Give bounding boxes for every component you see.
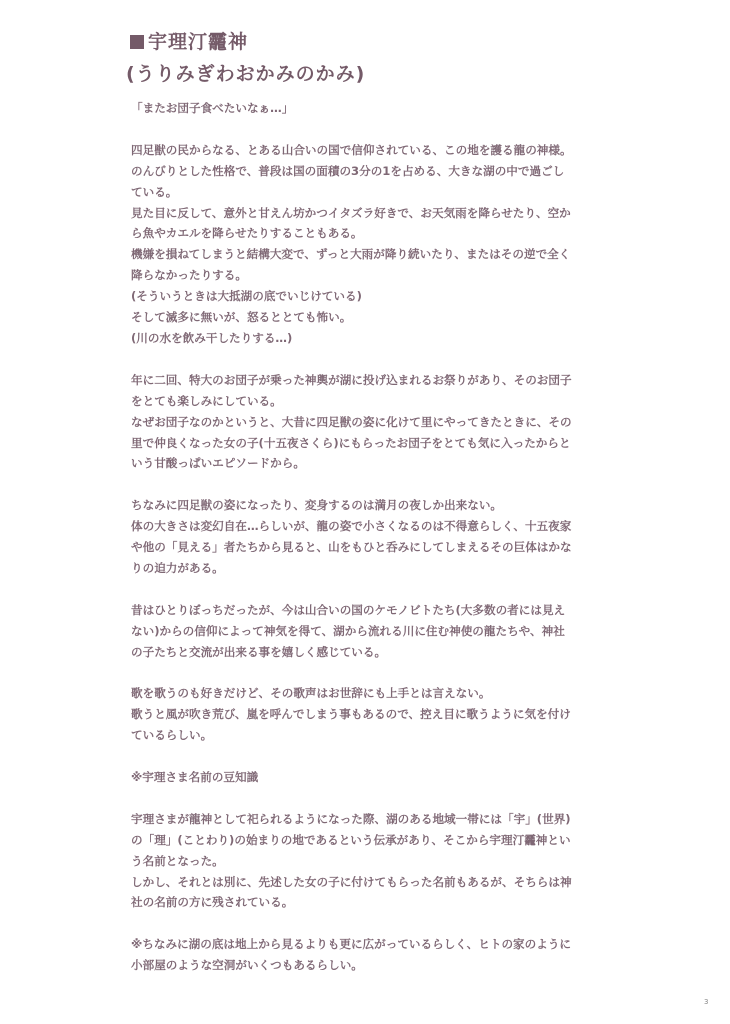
text-line: 小部屋のような空洞がいくつもあるらしい。 [131,958,363,973]
text-line: 歌を歌うのも好きだけど、その歌声はお世辞にも上手とは言えない。 [131,686,491,701]
text-line [131,119,631,140]
page-number: 3 [704,998,709,1006]
text-line: ない)からの信仰によって神気を得て、湖から流れる川に住む神使の龍たちや、神社 [131,623,565,638]
square-bullet-icon [130,35,144,49]
text-line: 昔はひとりぼっちだったが、今は山合いの国のケモノビトたち(大多数の者には見え [131,602,566,617]
text-line: (川の水を飲み干したりする…) [131,330,293,345]
text-line: 歌うと風が吹き荒び、嵐を呼んでしまう事もあるので、控え目に歌うように気を付け [131,707,571,722]
text-line: 見た目に反して、意外と甘えん坊かつイタズラ好きで、お天気雨を降らせたり、空か [131,205,571,220]
text-line: や他の「見える」者たちから見ると、山をもひと呑みにしてしまえるその巨体はかな [131,540,572,555]
text-line: りの迫力がある。 [131,560,224,575]
text-line: ※宇理さま名前の豆知識 [131,770,259,784]
text-line: ら魚やカエルを降らせたりすることもある。 [131,226,363,241]
text-line: のんびりとした性格で、普段は国の面積の3分の1を占める、大きな湖の中で過ごし [131,163,565,178]
text-line [131,746,631,767]
section-heading [130,28,248,56]
heading-reading: (うりみぎわおかみのかみ) [126,63,366,85]
text-line: 宇理さまが龍神として祀られるようになった際、湖のある地域一帯には「宇」(世界) [131,811,571,826]
text-line [131,349,631,370]
text-line: ※ちなみに湖の底は地上から見るよりも更に広がっているらしく、ヒトの家のように [131,937,572,952]
text-line: 四足獣の民からなる、とある山合いの国で信仰されている、この地を護る龍の神様。 [131,142,572,157]
text-line: の子たちと交流が出来る事を嬉しく感じている。 [131,644,387,659]
text-line: をとても楽しみにしている。 [131,393,282,408]
text-line [131,474,631,495]
text-line: ているらしい。 [131,728,213,743]
text-line: 降らなかったりする。 [131,268,247,283]
text-line [131,579,631,600]
text-line: 年に二回、特大のお団子が乗った神輿が湖に投げ込まれるお祭りがあり、そのお団子 [131,372,572,387]
text-line [131,788,631,809]
text-line: の「理」(ことわり)の始まりの地であるという伝承があり、そこから宇理汀龗神とい [131,832,571,847]
text-line: 社の名前の方に残されている。 [131,895,294,910]
body-text [131,98,631,976]
text-line [131,662,631,683]
text-line: 里で仲良くなった女の子(十五夜さくら)にもらったお団子をとても気に入ったからと [131,435,571,450]
text-line: 体の大きさは変幻自在…らしいが、龍の姿で小さくなるのは不得意らしく、十五夜家 [131,519,572,534]
text-line: う名前となった。 [131,853,224,868]
text-line: そして滅多に無いが、怒るととても怖い。 [131,310,352,325]
text-line: いう甘酸っぱいエピソードから。 [131,456,305,471]
heading-text: 宇理汀龗神 [148,31,249,53]
text-line: ている。 [131,184,178,199]
text-line: しかし、それとは別に、先述した女の子に付けてもらった名前もあるが、そちらは神 [131,874,572,889]
text-line: (そういうときは大抵湖の底でいじけている) [131,289,362,304]
text-line: 「またお団子食べたいなぁ…」 [131,101,294,115]
text-line [131,913,631,934]
text-line: なぜお団子なのかというと、大昔に四足獣の姿に化けて里にやってきたときに、その [131,414,572,429]
text-line: 機嫌を損ねてしまうと結構大変で、ずっと大雨が降り続いたり、またはその逆で全く [131,247,571,262]
text-line: ちなみに四足獣の姿になったり、変身するのは満月の夜しか出来ない。 [131,498,503,513]
